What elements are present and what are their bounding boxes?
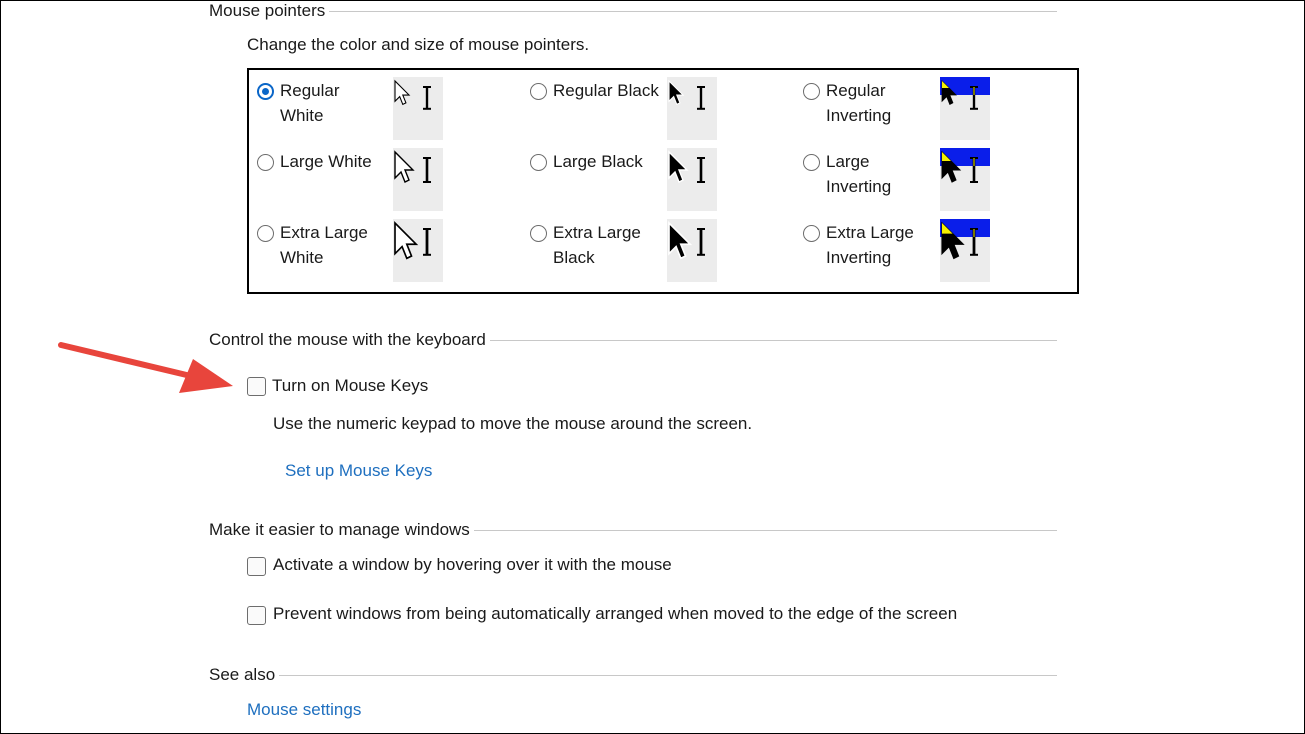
label-line: Black [553,248,595,267]
see-also-header [209,664,1057,686]
keyboard-section-title: Control the mouse with the keyboard [209,330,486,349]
pointers-description: Change the color and size of mouse pointers. [247,35,590,54]
pointer-option-label[interactable] [553,220,641,270]
mouse-keys-checkbox[interactable] [247,377,266,396]
windows-section-title: Make it easier to manage windows [209,520,470,539]
pointer-option-extra-large-black[interactable] [530,223,641,270]
pointer-preview-icon [667,219,717,282]
radio-button[interactable] [257,83,274,100]
radio-button[interactable] [803,154,820,171]
mouse-pointers-title: Mouse pointers [209,1,326,20]
pointer-preview-icon [393,77,443,140]
pointer-option-regular-white[interactable] [257,81,340,128]
pointer-preview-icon [940,77,990,140]
radio-button[interactable] [803,83,820,100]
prevent-arrange-checkbox[interactable] [247,606,266,625]
label-line: Regular [826,81,886,100]
pointer-option-extra-large-inverting[interactable] [803,223,914,270]
pointer-option-extra-large-white[interactable] [257,223,368,270]
section-divider [490,340,1057,341]
mouse-keys-description: Use the numeric keypad to move the mouse around the screen. [273,414,753,433]
pointer-preview-icon [667,148,717,211]
pointer-option-label[interactable] [553,149,643,174]
label-line: Large [826,152,870,171]
label-line: Large White [280,152,372,171]
pointer-preview-icon [940,148,990,211]
prevent-arrange-label[interactable]: Prevent windows from being automatically arranged when moved to the edge of the screen [273,604,958,623]
pointer-option-label[interactable] [280,220,368,270]
pointer-preview-icon [393,148,443,211]
label-line: Extra Large [280,223,368,242]
pointer-option-large-inverting[interactable] [803,152,891,199]
pointer-option-label[interactable] [826,220,914,270]
label-line: Inverting [826,177,892,196]
pointer-option-label[interactable] [280,78,340,128]
label-line: Large Black [553,152,643,171]
radio-button[interactable] [803,225,820,242]
pointer-option-regular-inverting[interactable] [803,81,891,128]
pointer-option-label[interactable] [826,78,891,128]
radio-button[interactable] [257,154,274,171]
label-line: Extra Large [826,223,914,242]
pointer-option-label[interactable] [553,78,659,103]
windows-section-header [209,519,1057,541]
radio-button[interactable] [530,83,547,100]
annotation-arrow-icon [55,335,235,395]
mouse-settings-link[interactable]: Mouse settings [247,700,362,719]
pointer-option-large-black[interactable] [530,152,643,174]
section-divider [329,11,1057,12]
label-line: Extra Large [553,223,641,242]
mouse-pointers-header [209,0,1057,22]
label-line: Regular Black [553,81,659,100]
hover-activate-label[interactable]: Activate a window by hovering over it with the mouse [273,555,672,574]
radio-button[interactable] [530,225,547,242]
pointer-option-regular-black[interactable] [530,81,659,103]
setup-mouse-keys-link[interactable]: Set up Mouse Keys [285,461,433,480]
pointer-preview-icon [393,219,443,282]
radio-button[interactable] [257,225,274,242]
see-also-title: See also [209,665,276,684]
label-line: White [280,106,324,125]
pointer-option-large-white[interactable] [257,152,372,174]
pointer-option-label[interactable] [826,149,891,199]
section-divider [474,530,1057,531]
pointer-preview-icon [667,77,717,140]
label-line: Inverting [826,106,892,125]
label-line: Regular [280,81,340,100]
mouse-keys-label[interactable]: Turn on Mouse Keys [272,376,429,395]
pointer-option-label[interactable] [280,149,372,174]
section-divider [279,675,1057,676]
pointer-preview-icon [940,219,990,282]
radio-button[interactable] [530,154,547,171]
label-line: Inverting [826,248,892,267]
keyboard-section-header [209,329,1057,351]
label-line: White [280,248,324,267]
hover-activate-checkbox[interactable] [247,557,266,576]
